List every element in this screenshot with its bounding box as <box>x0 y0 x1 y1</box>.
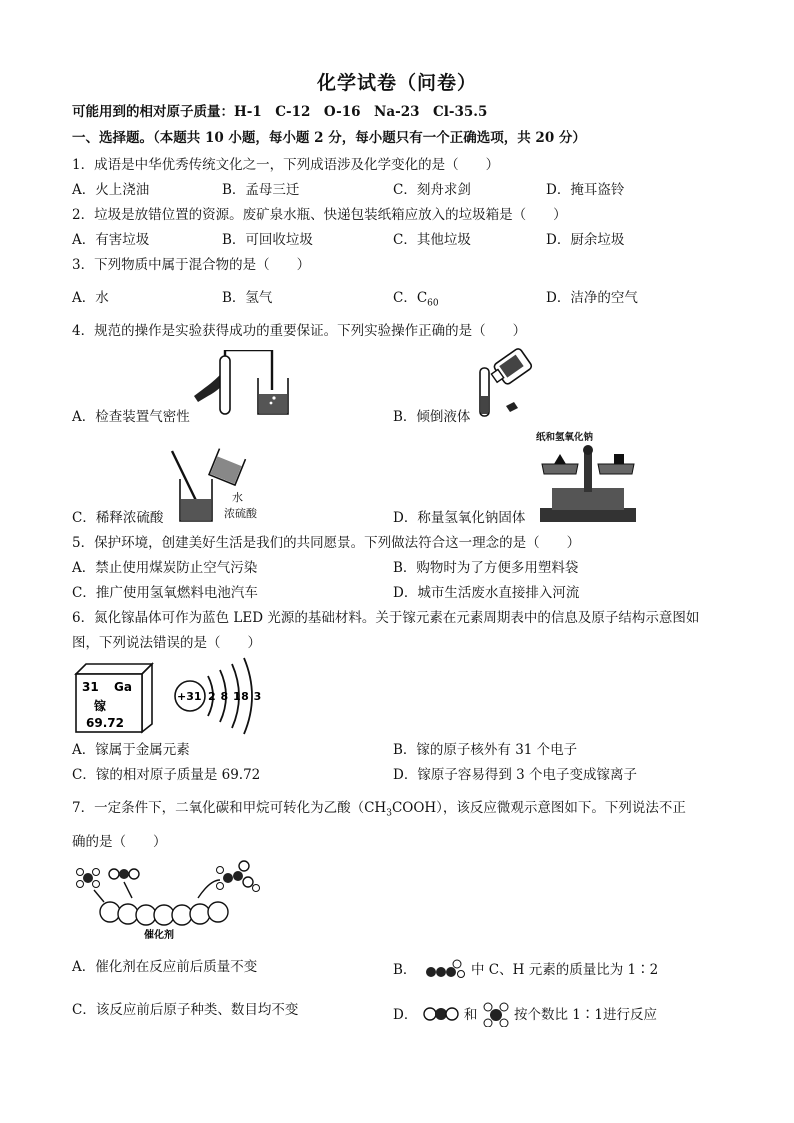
q6-stem-line2: 图，下列说法错误的是（ ） <box>72 635 261 651</box>
test-tube-icon <box>220 356 230 414</box>
q7-option-d-prefix: D． <box>393 1007 418 1023</box>
q2-option-b: B．可回收垃圾 <box>222 232 313 248</box>
q3-option-b: B．氢气 <box>222 290 273 306</box>
q2-option-d: D．厨余垃圾 <box>546 232 625 248</box>
q7-stem-post: COOH），该反应微观示意图如下。下列说法不正 <box>391 800 686 816</box>
q1-option-b: B．孟母三迁 <box>222 182 300 198</box>
weight-icon <box>614 454 624 464</box>
q7-reaction-diagram <box>74 858 274 940</box>
q5-option-a: A．禁止使用煤炭防止空气污染 <box>72 560 258 576</box>
q3-option-d: D．洁净的空气 <box>546 290 638 306</box>
q1-option-a: A．火上浇油 <box>72 182 150 198</box>
q7-option-d-and: 和 <box>463 1007 478 1023</box>
q4-option-d: D．称量氢氧化钠固体 <box>393 510 526 526</box>
methane-molecule-icon <box>482 1001 510 1027</box>
q6-option-a: A．镓属于金属元素 <box>72 742 190 758</box>
q4-option-c: C．稀释浓硫酸 <box>72 510 164 526</box>
q4-figure-c-dilution <box>166 447 266 523</box>
q6-option-d: D．镓原子容易得到 3 个电子变成镓离子 <box>393 767 637 783</box>
q2-option-c: C．其他垃圾 <box>393 232 471 248</box>
q4-option-b: B．倾倒液体 <box>393 409 471 425</box>
q6-element-cell <box>72 660 156 734</box>
q3-option-c <box>393 289 439 313</box>
right-pan-icon <box>598 464 634 474</box>
q7-option-d <box>393 1001 657 1027</box>
reagent-bottle-icon <box>488 347 533 388</box>
label-paper-naoh: 纸和氢氧化钠 <box>536 432 594 443</box>
methane-molecule-icon <box>77 869 100 888</box>
electron-shells: 2 8 18 3 <box>208 690 262 703</box>
q6-atom-structure <box>172 656 276 736</box>
q5-option-c: C．推广使用氢氧燃料电池汽车 <box>72 585 258 601</box>
q7-option-c: C．该反应前后原子种类、数目均不变 <box>72 1002 299 1018</box>
element-name: 镓 <box>94 699 107 713</box>
q1-stem: 1．成语是中华优秀传统文化之一，下列成语涉及化学变化的是（ ） <box>72 157 500 173</box>
q3-stem: 3．下列物质中属于混合物的是（ ） <box>72 257 311 273</box>
q7-option-d-suffix: 按个数比 1∶1进行反应 <box>514 1007 657 1023</box>
element-number: 31 <box>82 680 99 694</box>
naoh-solid-icon <box>554 454 566 464</box>
q6-stem-line1: 6．氮化镓晶体可作为蓝色 LED 光源的基础材料。关于镓元素在元素周期表中的信息及原子结构示意图如 <box>72 610 700 626</box>
q7-option-b-prefix: B． <box>393 962 417 978</box>
catalyst-label: 催化剂 <box>144 930 174 940</box>
q3-option-c-prefix: C．C <box>393 290 428 306</box>
q1-option-d: D．掩耳盗铃 <box>546 182 625 198</box>
q2-stem: 2．垃圾是放错位置的资源。废矿泉水瓶、快递包装纸箱应放入的垃圾箱是（ ） <box>72 207 567 223</box>
q7-stem-line2: 确的是（ ） <box>72 834 167 850</box>
carbon-dioxide-molecule-icon <box>422 1005 460 1023</box>
q3-option-a: A．水 <box>72 290 109 306</box>
q6-option-b: B．镓的原子核外有 31 个电子 <box>393 742 578 758</box>
carbon-dioxide-molecule-icon <box>109 869 139 879</box>
acetic-acid-molecule-icon <box>423 958 467 980</box>
catalyst-surface <box>100 902 228 925</box>
atomic-mass-line: 可能用到的相对原子质量：H-1 C-12 O-16 Na-23 Cl-35.5 <box>72 104 488 120</box>
stopper-icon <box>506 402 518 412</box>
page-title: 化学试卷（问卷） <box>316 72 477 94</box>
q4-option-a: A．检查装置气密性 <box>72 409 190 425</box>
label-water: 水 <box>232 491 243 504</box>
q5-option-b: B．购物时为了方便多用塑料袋 <box>393 560 579 576</box>
q3-option-c-subscript: 60 <box>427 298 439 309</box>
delivery-tube <box>225 350 272 390</box>
pouring-beaker-icon <box>209 449 245 485</box>
q5-option-d: D．城市生活废水直接排入河流 <box>393 585 580 601</box>
element-mass: 69.72 <box>86 716 124 730</box>
element-symbol: Ga <box>114 680 132 694</box>
q7-option-b <box>393 958 658 980</box>
q5-stem: 5．保护环境，创建美好生活是我们的共同愿景。下列做法符合这一理念的是（ ） <box>72 535 581 551</box>
q7-stem-sub: 3 <box>386 808 392 819</box>
balance-base-icon <box>540 508 636 522</box>
q7-option-a: A．催化剂在反应前后质量不变 <box>72 959 258 975</box>
left-pan-icon <box>542 464 578 474</box>
q7-option-b-suffix: 中 C、H 元素的质量比为 1∶2 <box>471 962 659 978</box>
q2-option-a: A．有害垃圾 <box>72 232 150 248</box>
nucleus-charge: +31 <box>177 690 202 703</box>
q7-stem-pre: 7．一定条件下，二氧化碳和甲烷可转化为乙酸（CH <box>72 800 387 816</box>
label-concentrated-acid: 浓硫酸 <box>224 507 257 520</box>
q7-stem-line1 <box>72 799 686 823</box>
q4-figure-d-balance <box>532 428 644 524</box>
q4-figure-b-pouring <box>470 346 546 418</box>
q6-option-c: C．镓的相对原子质量是 69.72 <box>72 767 261 783</box>
q4-figure-a-airtightness <box>188 350 298 418</box>
q4-stem: 4．规范的操作是实验获得成功的重要保证。下列实验操作正确的是（ ） <box>72 323 527 339</box>
acetic-acid-molecule-icon <box>217 861 260 892</box>
q1-option-c: C．刻舟求剑 <box>393 182 471 198</box>
section-heading: 一、选择题。（本题共 10 小题，每小题 2 分，每小题只有一个正确选项，共 20 分） <box>72 130 586 146</box>
